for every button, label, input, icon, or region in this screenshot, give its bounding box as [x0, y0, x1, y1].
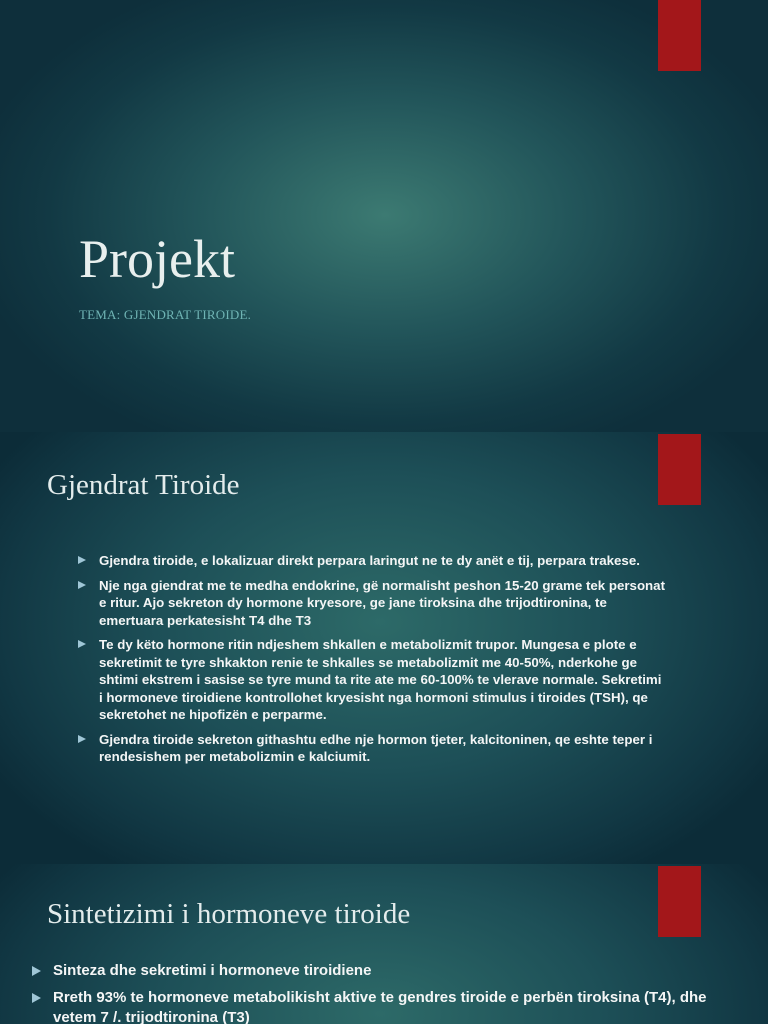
bullet-arrow-icon	[32, 966, 41, 976]
bullet-arrow-icon	[78, 581, 86, 589]
bullet-arrow-icon	[78, 735, 86, 743]
accent-bar	[658, 434, 701, 505]
bullet-list	[78, 552, 668, 773]
list-item	[78, 577, 668, 630]
slide-heading: Gjendrat Tiroide	[47, 469, 240, 501]
bullet-text: Gjendra tiroide sekreton githashtu edhe nje hormon tjeter, kalcitoninen, qe eshte teper i rendesishem per metabolizmin e kalciumit.	[99, 731, 653, 764]
list-item	[32, 961, 752, 981]
bullet-arrow-icon	[32, 993, 41, 1003]
slide-heading: Sintetizimi i hormoneve tiroide	[47, 898, 411, 930]
bullet-text: Te dy këto hormone ritin ndjeshem shkallen e metabolizmit trupor. Mungesa e plote e sekretimit te tyre shkakton renie te shkalles se metabolizmit me 40-50%, nderkohe ge shtimi ekstrem i sasise se tyre mund ta rite ate me 60-100% te vlerave normale. Sekretimi i hormoneve tiroidiene kontrollohet kryesisht nga hormoni stimulus i tiroides (TSH), qe sekretohet ne hipofizën e perparme.	[99, 637, 662, 722]
accent-bar	[658, 866, 701, 937]
bullet-list	[32, 961, 752, 1024]
list-item	[78, 731, 668, 766]
list-item	[78, 552, 668, 570]
slide-sintetizimi	[0, 864, 768, 1024]
bullet-arrow-icon	[78, 556, 86, 564]
slide-title	[0, 0, 768, 432]
presentation-title: Projekt	[79, 229, 235, 289]
bullet-text: Sinteza dhe sekretimi i hormoneve tiroidiene	[53, 962, 372, 979]
accent-bar	[658, 0, 701, 71]
bullet-text: Gjendra tiroide, e lokalizuar direkt perpara laringut ne te dy anët e tij, perpara trakese.	[99, 553, 640, 568]
bullet-text: Rreth 93% te hormoneve metabolikisht aktive te gendres tiroide e perbën tiroksina (T4), dhe vetem 7 /. trijodtironina (T3)	[53, 989, 707, 1024]
bullet-arrow-icon	[78, 640, 86, 648]
bullet-text: Nje nga giendrat me te medha endokrine, gë normalisht peshon 15-20 grame tek personat e ritur. Ajo sekreton dy hormone kryesore, ge jane tiroksina dhe trijodtironina, te emertuara perkatesisht T4 dhe T3	[99, 577, 666, 628]
slide-gjendrat-tiroide	[0, 432, 768, 864]
list-item	[78, 636, 668, 724]
list-item	[32, 988, 752, 1024]
presentation-subtitle: TEMA: GJENDRAT TIROIDE.	[79, 307, 252, 322]
